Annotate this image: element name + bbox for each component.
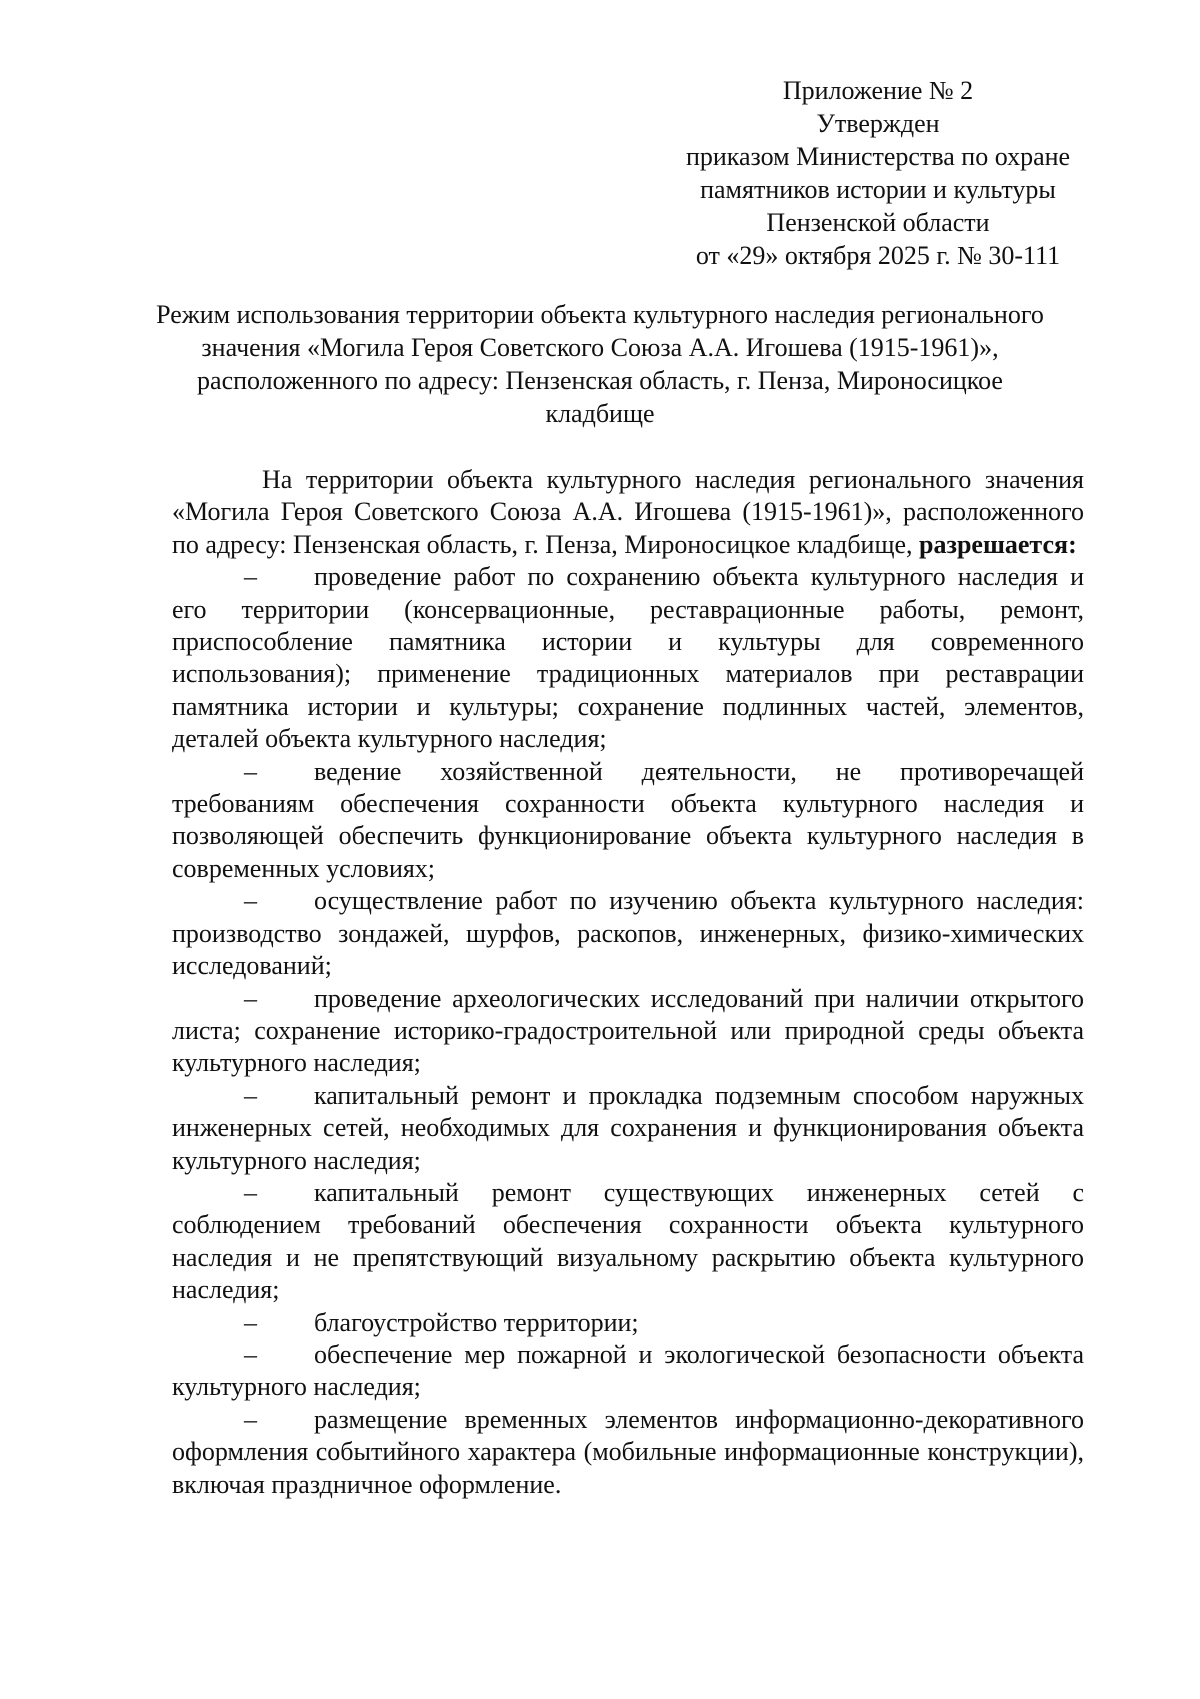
list-item-text: осуществление работ по изучению объекта культурного наследия: производство зондажей, шурфов, раскопов, инженерных, физико-химических исследований;: [172, 886, 1084, 981]
intro-text: На территории объекта культурного наследия регионального значения «Могила Героя Советского Союза А.А. Игошева (1915-1961)», расположенного по адресу: Пензенская область, г. Пенза, Мироносицкое кладбище,: [172, 465, 1084, 559]
dash-marker: –: [244, 562, 257, 592]
intro-emphasis: разрешается:: [919, 529, 1077, 559]
approval-ministry-line: памятников истории и культуры: [700, 175, 1056, 204]
dash-marker: –: [244, 1307, 257, 1337]
list-item-text: благоустройство территории;: [314, 1307, 639, 1337]
list-item: [172, 1339, 1084, 1404]
list-item-text: обеспечение мер пожарной и экологической безопасности объекта культурного наследия;: [172, 1339, 1084, 1402]
list-item-text: капитальный ремонт и прокладка подземным способом наружных инженерных сетей, необходимых для сохранения и функционирования объекта культурного наследия;: [172, 1080, 1084, 1175]
dash-marker: –: [244, 1177, 257, 1207]
dash-marker: –: [244, 886, 257, 916]
list-item: [172, 1404, 1084, 1501]
list-item: [172, 756, 1084, 886]
list-item: [172, 1080, 1084, 1177]
list-item-text: ведение хозяйственной деятельности, не противоречащей требованиям обеспечения сохранности объекта культурного наследия и позволяющей обеспечить функционирование объекта культурного наследия в современных условиях;: [172, 756, 1084, 883]
list-item-text: проведение работ по сохранению объекта культурного наследия и его территории (консервационные, реставрационные работы, ремонт, приспособление памятника истории и культуры для современного использования); применение традиционных материалов при реставрации памятника истории и культуры; сохранение подлинных частей, элементов, деталей объекта культурного наследия;: [172, 562, 1084, 754]
list-item-text: капитальный ремонт существующих инженерных сетей с соблюдением требований обеспечения сохранности объекта культурного наследия и не препятствующий визуальному раскрытию объекта культурного наследия;: [172, 1177, 1084, 1305]
document-body: [172, 464, 1084, 1501]
list-item-text: проведение археологических исследований при наличии открытого листа; сохранение историко-градостроительной или природной среды объекта культурного наследия;: [172, 983, 1084, 1078]
approval-order-line: приказом Министерства по охране: [685, 142, 1071, 171]
dash-marker: –: [244, 756, 257, 786]
list-item: [172, 885, 1084, 982]
dash-marker: –: [244, 1080, 257, 1110]
dash-marker: –: [244, 1339, 257, 1369]
list-item: [172, 561, 1084, 755]
approval-region-line: Пензенской области: [766, 208, 990, 237]
dash-marker: –: [244, 1404, 257, 1434]
approval-approved: Утвержден: [816, 109, 940, 138]
approval-date-number: от «29» октября 2025 г. № 30-111: [695, 241, 1061, 270]
list-item: [172, 1177, 1084, 1307]
approval-block: [668, 74, 1088, 272]
list-item-text: размещение временных элементов информационно-декоративного оформления событийного характера (мобильные информационные конструкции), включая праздничное оформление.: [172, 1404, 1084, 1499]
dash-marker: –: [244, 983, 257, 1013]
list-item: [172, 1307, 1084, 1339]
intro-paragraph: [172, 464, 1084, 561]
approval-appendix-number: Приложение № 2: [782, 76, 974, 105]
document-title: Режим использования территории объекта культурного наследия регионального значения «Могила Героя Советского Союза А.А. Игошева (1915-1961)», расположенного по адресу: Пензенская область, г. Пенза, Мироносицкое кладбище: [156, 300, 1044, 428]
list-item: [172, 983, 1084, 1080]
